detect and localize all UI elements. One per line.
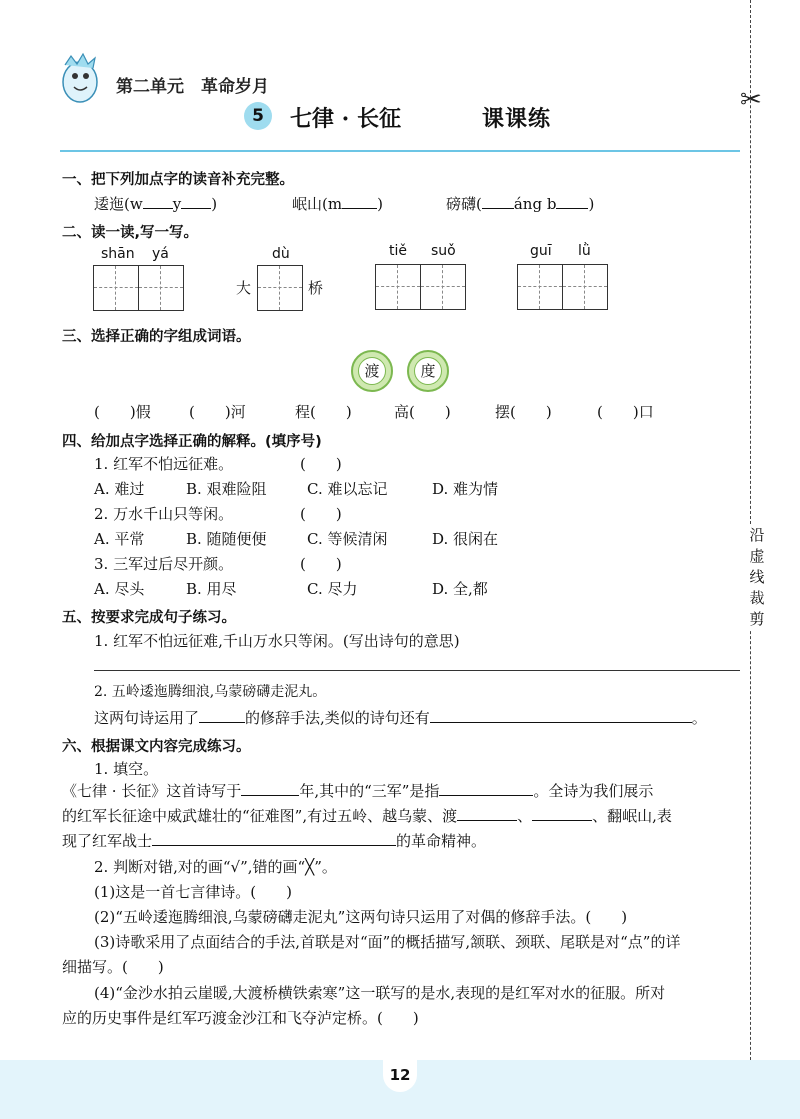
write-box[interactable] — [562, 264, 608, 310]
blank[interactable] — [430, 708, 692, 723]
word-char: 桥 — [308, 279, 324, 297]
option: A. 尽头 — [94, 580, 145, 598]
word-blank[interactable]: 高( ) — [394, 403, 451, 421]
header-divider — [60, 150, 740, 152]
blank[interactable] — [199, 708, 245, 723]
option: D. 很闲在 — [432, 530, 499, 548]
pinyin: dù — [272, 246, 290, 262]
answer-paren[interactable]: ( ) — [300, 455, 342, 473]
pinyin: suǒ — [431, 243, 456, 259]
s5-question-1: 1. 红军不怕远征难,千山万水只等闲。(写出诗句的意思) — [94, 632, 460, 650]
judge-item-2[interactable]: (2)“五岭逶迤腾细浪,乌蒙磅礴走泥丸”这两句诗只运用了对偶的修辞手法。( ) — [94, 908, 628, 926]
write-box[interactable] — [517, 264, 563, 310]
word-char: 大 — [236, 279, 252, 297]
section-1-title: 一、把下列加点字的读音补充完整。 — [62, 172, 294, 188]
cartoon-mascot-icon — [55, 50, 105, 110]
word-blank[interactable]: ( )假 — [94, 403, 151, 421]
pinyin: lǜ — [578, 243, 591, 259]
write-box[interactable] — [420, 264, 466, 310]
lesson-title: 七律 · 长征 — [290, 106, 401, 132]
s1-item-2: 岷山(m ) — [292, 195, 383, 213]
option: A. 难过 — [94, 480, 145, 498]
answer-line[interactable] — [94, 670, 740, 671]
option: D. 全,都 — [432, 580, 488, 598]
blank[interactable] — [457, 806, 517, 821]
s5-question-2: 2. 五岭逶迤腾细浪,乌蒙磅礴走泥丸。 — [94, 684, 327, 700]
judge-item-3-cont[interactable]: 细描写。( ) — [62, 958, 164, 976]
blank[interactable] — [241, 781, 299, 796]
section-3-title: 三、选择正确的字组成词语。 — [62, 329, 251, 345]
section-2-title: 二、读一读,写一写。 — [62, 225, 199, 241]
cut-label: 沿 虚 线 裁 剪 — [749, 526, 765, 628]
lesson-number-badge: 5 — [244, 102, 272, 130]
blank[interactable] — [439, 781, 533, 796]
page-number: 12 — [383, 1060, 417, 1092]
s4-question: 1. 红军不怕远征难。 — [94, 455, 234, 473]
option: B. 艰难险阻 — [186, 480, 267, 498]
unit-title: 第二单元 革命岁月 — [116, 77, 269, 97]
option: B. 随随便便 — [186, 530, 267, 548]
write-box[interactable] — [138, 265, 184, 311]
section-6-title: 六、根据课文内容完成练习。 — [62, 739, 251, 755]
blank[interactable] — [556, 194, 588, 209]
s1-item-1: 逶迤(w y ) — [94, 195, 218, 213]
blank[interactable] — [143, 194, 173, 209]
scissors-icon: ✂ — [740, 85, 762, 115]
pinyin: yá — [152, 246, 169, 262]
section-4-title: 四、给加点字选择正确的解释。(填序号) — [62, 434, 322, 450]
write-box[interactable] — [93, 265, 139, 311]
pinyin: shān — [101, 246, 135, 262]
judge-item-1[interactable]: (1)这是一首七言律诗。( ) — [94, 883, 292, 901]
judge-item-3[interactable]: (3)诗歌采用了点面结合的手法,首联是对“面”的概括描写,颔联、颈联、尾联是对“点”的详 — [94, 933, 681, 951]
s6-fill-heading: 1. 填空。 — [94, 760, 159, 778]
s4-question: 3. 三军过后尽开颜。 — [94, 555, 234, 573]
pinyin: guī — [530, 243, 552, 259]
section-5-title: 五、按要求完成句子练习。 — [62, 610, 236, 626]
judge-item-4-cont[interactable]: 应的历史事件是红军巧渡金沙江和飞夺泸定桥。( ) — [62, 1009, 419, 1027]
option: C. 等候清闲 — [307, 530, 388, 548]
pinyin: tiě — [389, 243, 407, 259]
s6-fill-line-1: 《七律 · 长征》这首诗写于 年,其中的“三军”是指 。全诗为我们展示 — [62, 782, 654, 800]
option: D. 难为情 — [432, 480, 499, 498]
option: A. 平常 — [94, 530, 145, 548]
option: C. 尽力 — [307, 580, 358, 598]
s6-fill-line-2: 的红军长征途中威武雄壮的“征难图”,有过五岭、越乌蒙、渡 、 、翻岷山,表 — [62, 807, 672, 825]
s6-fill-line-3: 现了红军战士 的革命精神。 — [62, 832, 487, 850]
blank[interactable] — [482, 194, 514, 209]
blank[interactable] — [152, 831, 396, 846]
write-box[interactable] — [257, 265, 303, 311]
option: B. 用尽 — [186, 580, 237, 598]
s5-question-2-fill: 这两句诗运用了 的修辞手法,类似的诗句还有 。 — [94, 709, 707, 727]
s1-item-3: 磅礴( áng b ) — [446, 195, 595, 213]
answer-paren[interactable]: ( ) — [300, 505, 342, 523]
char-option-flower: 渡 — [351, 350, 393, 392]
write-box[interactable] — [375, 264, 421, 310]
blank[interactable] — [342, 194, 377, 209]
s6-judge-heading: 2. 判断对错,对的画“√”,错的画“╳”。 — [94, 858, 337, 876]
blank[interactable] — [181, 194, 211, 209]
option: C. 难以忘记 — [307, 480, 388, 498]
word-blank[interactable]: ( )河 — [189, 403, 246, 421]
judge-item-4[interactable]: (4)“金沙水拍云崖暖,大渡桥横铁索寒”这一联写的是水,表现的是红军对水的征服。所对 — [94, 984, 666, 1002]
word-blank[interactable]: 摆( ) — [495, 403, 552, 421]
char-option-flower: 度 — [407, 350, 449, 392]
series-title: 课课练 — [482, 107, 552, 132]
s4-question: 2. 万水千山只等闲。 — [94, 505, 234, 523]
blank[interactable] — [532, 806, 592, 821]
answer-paren[interactable]: ( ) — [300, 555, 342, 573]
word-blank[interactable]: 程( ) — [295, 403, 352, 421]
word-blank[interactable]: ( )口 — [597, 403, 654, 421]
